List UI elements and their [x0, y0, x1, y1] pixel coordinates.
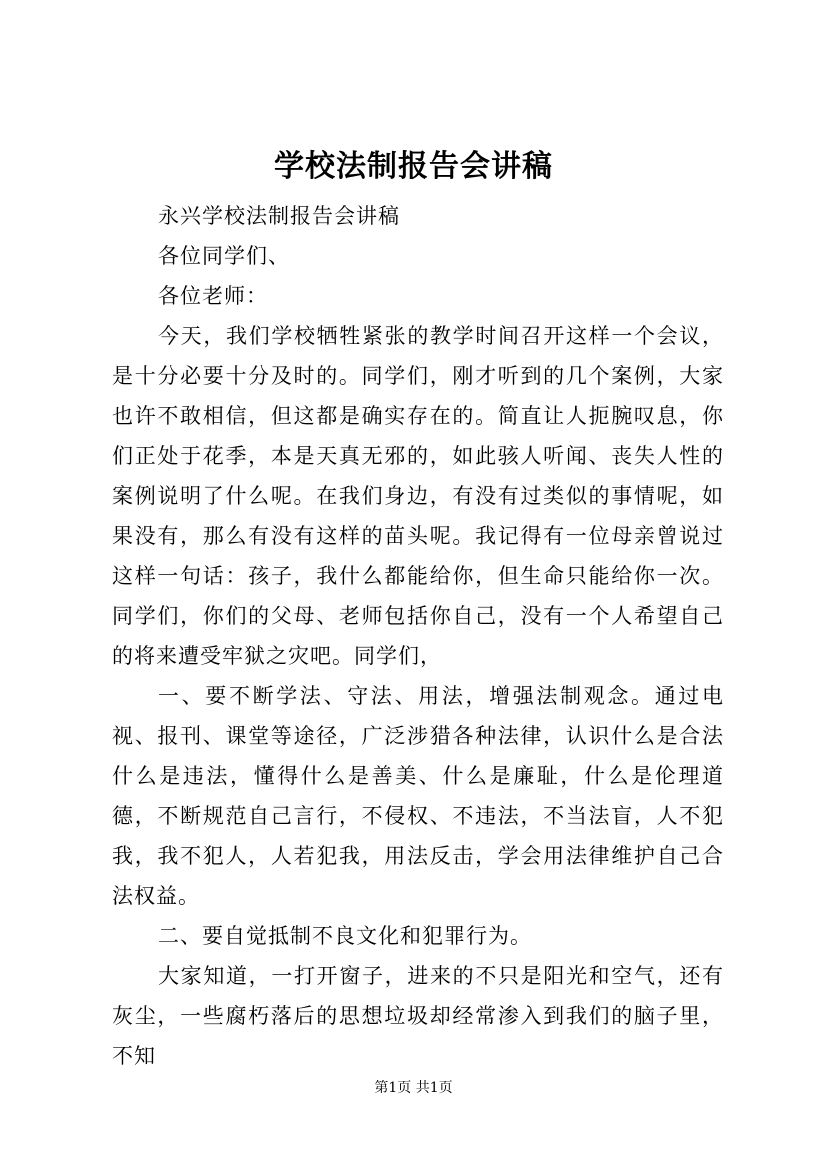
- document-title: 学校法制报告会讲稿: [274, 149, 553, 184]
- point-two-heading: 二、要自觉抵制不良文化和犯罪行为。: [158, 924, 532, 948]
- greeting-students: 各位同学们、: [158, 244, 290, 268]
- intro-paragraph: 今天，我们学校牺牲紧张的教学时间召开这样一个会议，是十分必要十分及时的。同学们，刚才听到的几个案例，大家也许不敢相信，但这都是确实存在的。简直让人扼腕叹息，你们正处于花季，本是天真无邪的，如此骇人听闻、丧失人性的案例说明了什么呢。在我们身边，有没有过类似的事情呢，如果没有，那么有没有这样的苗头呢。我记得有一位母亲曾说过这样一句话：孩子，我什么都能给你，但生命只能给你一次。同学们，你们的父母、老师包括你自己，没有一个人希望自己的将来遭受牢狱之灾吧。同学们，: [112, 324, 724, 668]
- point-one-paragraph: 一、要不断学法、守法、用法，增强法制观念。通过电视、报刊、课堂等途径，广泛涉猎各种法律，认识什么是合法什么是违法，懂得什么是善美、什么是廉耻，什么是伦理道德，不断规范自己言行，不侵权、不违法，不当法盲，人不犯我，我不犯人，人若犯我，用法反击，学会用法律维护自己合法权益。: [112, 684, 724, 908]
- point-two-paragraph: 大家知道，一打开窗子，进来的不只是阳光和空气，还有灰尘，一些腐朽落后的思想垃圾却经常渗入到我们的脑子里，不知: [112, 964, 724, 1068]
- subtitle-paragraph: 永兴学校法制报告会讲稿: [158, 204, 400, 228]
- page-number-footer: 第1页 共1页: [374, 1080, 453, 1096]
- document-body: [112, 196, 724, 1076]
- greeting-teachers: 各位老师：: [158, 284, 268, 308]
